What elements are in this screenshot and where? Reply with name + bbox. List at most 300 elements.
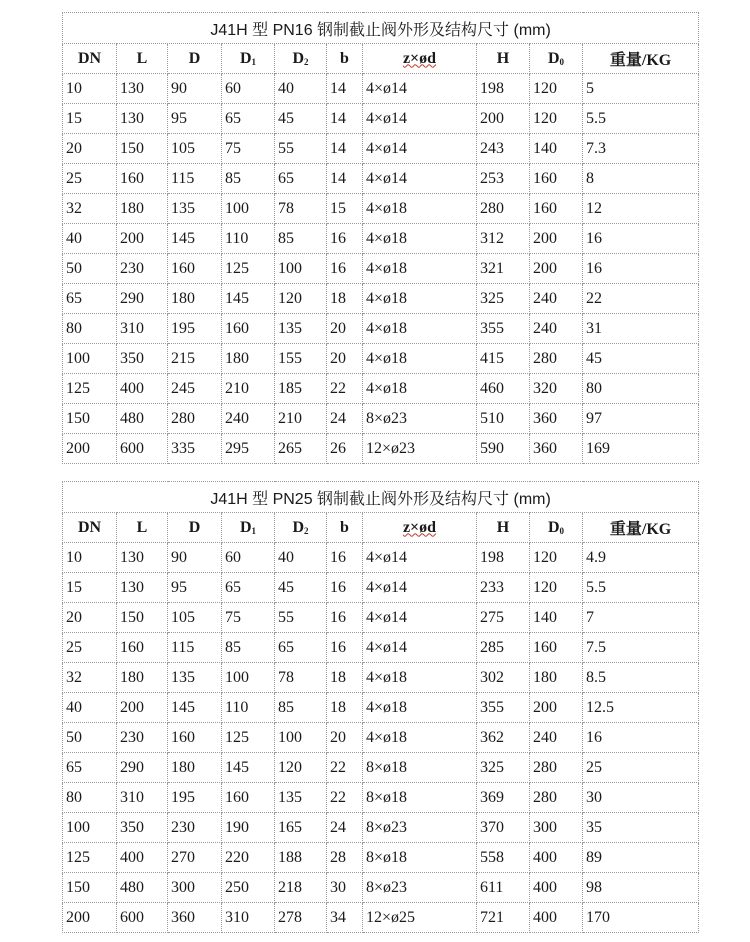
cell-d2: 135 (275, 314, 327, 344)
cell-l: 130 (117, 74, 168, 104)
cell-d2: 265 (275, 434, 327, 464)
cell-b: 28 (327, 843, 363, 873)
cell-h: 362 (477, 723, 530, 753)
cell-l: 150 (117, 134, 168, 164)
cell-d0: 120 (530, 104, 583, 134)
cell-d0: 200 (530, 224, 583, 254)
cell-weight: 169 (583, 434, 699, 464)
cell-bolt-holes: 12×ø23 (363, 434, 477, 464)
cell-d2: 65 (275, 633, 327, 663)
cell-d: 245 (168, 374, 222, 404)
cell-d0: 280 (530, 753, 583, 783)
table-row (63, 603, 699, 633)
cell-d2: 85 (275, 693, 327, 723)
cell-bolt-holes: 4×ø14 (363, 74, 477, 104)
cell-bolt-holes: 4×ø18 (363, 314, 477, 344)
cell-dn: 100 (63, 813, 117, 843)
cell-d0: 140 (530, 134, 583, 164)
pn16-table-container (62, 12, 698, 464)
header-d: D (168, 513, 222, 543)
cell-d2: 120 (275, 284, 327, 314)
cell-l: 160 (117, 633, 168, 663)
cell-d0: 240 (530, 314, 583, 344)
table-row (63, 434, 699, 464)
table-row (63, 404, 699, 434)
cell-d: 280 (168, 404, 222, 434)
cell-b: 22 (327, 783, 363, 813)
header-b: b (327, 44, 363, 74)
cell-d1: 75 (222, 134, 275, 164)
cell-d1: 110 (222, 693, 275, 723)
cell-b: 20 (327, 314, 363, 344)
cell-bolt-holes: 8×ø23 (363, 813, 477, 843)
cell-dn: 25 (63, 633, 117, 663)
cell-weight: 12 (583, 194, 699, 224)
cell-h: 302 (477, 663, 530, 693)
cell-d: 145 (168, 224, 222, 254)
cell-d2: 188 (275, 843, 327, 873)
cell-d2: 55 (275, 603, 327, 633)
cell-l: 230 (117, 254, 168, 284)
table-row (63, 813, 699, 843)
cell-weight: 22 (583, 284, 699, 314)
cell-weight: 7.3 (583, 134, 699, 164)
cell-d1: 180 (222, 344, 275, 374)
cell-h: 321 (477, 254, 530, 284)
cell-dn: 200 (63, 903, 117, 933)
cell-h: 200 (477, 104, 530, 134)
cell-d: 115 (168, 164, 222, 194)
cell-b: 14 (327, 164, 363, 194)
cell-d1: 125 (222, 723, 275, 753)
cell-d2: 85 (275, 224, 327, 254)
cell-d2: 210 (275, 404, 327, 434)
pn16-dimension-table (62, 12, 699, 464)
table-row (63, 74, 699, 104)
table-row (63, 374, 699, 404)
table-row (63, 543, 699, 573)
cell-l: 150 (117, 603, 168, 633)
header-bolt-holes (363, 513, 477, 543)
cell-b: 24 (327, 813, 363, 843)
cell-h: 558 (477, 843, 530, 873)
header-d1-sub: 1 (251, 56, 257, 67)
cell-d0: 280 (530, 783, 583, 813)
header-d2-main: D (292, 518, 305, 536)
cell-dn: 40 (63, 224, 117, 254)
cell-d0: 240 (530, 723, 583, 753)
cell-h: 233 (477, 573, 530, 603)
cell-l: 180 (117, 663, 168, 693)
cell-d0: 200 (530, 254, 583, 284)
header-d0-main: D (547, 49, 560, 67)
cell-d1: 100 (222, 663, 275, 693)
header-dn: DN (63, 44, 117, 74)
cell-b: 22 (327, 374, 363, 404)
table-row (63, 723, 699, 753)
cell-l: 310 (117, 314, 168, 344)
header-d2-sub: 2 (304, 56, 309, 67)
cell-d: 95 (168, 104, 222, 134)
cell-bolt-holes: 8×ø23 (363, 873, 477, 903)
cell-b: 15 (327, 194, 363, 224)
cell-b: 14 (327, 104, 363, 134)
cell-weight: 5 (583, 74, 699, 104)
cell-weight: 80 (583, 374, 699, 404)
cell-weight: 16 (583, 723, 699, 753)
cell-dn: 20 (63, 603, 117, 633)
cell-d2: 185 (275, 374, 327, 404)
cell-d0: 120 (530, 543, 583, 573)
cell-dn: 15 (63, 573, 117, 603)
cell-l: 290 (117, 753, 168, 783)
cell-bolt-holes: 8×ø18 (363, 783, 477, 813)
cell-dn: 20 (63, 134, 117, 164)
cell-d1: 110 (222, 224, 275, 254)
cell-l: 350 (117, 813, 168, 843)
header-d0-sub: 0 (559, 525, 565, 536)
header-d1 (222, 44, 275, 74)
cell-h: 721 (477, 903, 530, 933)
cell-l: 350 (117, 344, 168, 374)
cell-b: 16 (327, 254, 363, 284)
pn25-table-container (62, 481, 698, 933)
cell-b: 20 (327, 723, 363, 753)
cell-h: 415 (477, 344, 530, 374)
table-row (63, 224, 699, 254)
cell-h: 325 (477, 284, 530, 314)
cell-d: 115 (168, 633, 222, 663)
cell-d: 160 (168, 723, 222, 753)
cell-dn: 50 (63, 723, 117, 753)
table-row (63, 164, 699, 194)
cell-d1: 65 (222, 104, 275, 134)
pn25-table-body (63, 543, 699, 933)
table-row (63, 104, 699, 134)
cell-b: 22 (327, 753, 363, 783)
cell-dn: 25 (63, 164, 117, 194)
cell-h: 243 (477, 134, 530, 164)
cell-d1: 85 (222, 633, 275, 663)
cell-d2: 40 (275, 74, 327, 104)
cell-l: 230 (117, 723, 168, 753)
header-d0 (530, 44, 583, 74)
cell-dn: 32 (63, 194, 117, 224)
table-row (63, 753, 699, 783)
cell-d0: 280 (530, 344, 583, 374)
pn25-dimension-table (62, 481, 699, 933)
cell-d: 145 (168, 693, 222, 723)
cell-b: 24 (327, 404, 363, 434)
cell-d: 360 (168, 903, 222, 933)
cell-d1: 100 (222, 194, 275, 224)
cell-d: 180 (168, 753, 222, 783)
cell-d1: 220 (222, 843, 275, 873)
header-row (63, 44, 699, 74)
cell-d: 90 (168, 74, 222, 104)
cell-l: 130 (117, 573, 168, 603)
cell-d1: 240 (222, 404, 275, 434)
header-d2 (275, 513, 327, 543)
cell-d0: 400 (530, 843, 583, 873)
table-title: J41H 型 PN25 钢制截止阀外形及结构尺寸 (mm) (63, 482, 699, 513)
cell-dn: 125 (63, 843, 117, 873)
cell-d2: 165 (275, 813, 327, 843)
cell-d1: 145 (222, 753, 275, 783)
cell-weight: 8 (583, 164, 699, 194)
cell-d1: 85 (222, 164, 275, 194)
cell-dn: 10 (63, 74, 117, 104)
cell-weight: 97 (583, 404, 699, 434)
cell-weight: 89 (583, 843, 699, 873)
cell-d0: 360 (530, 404, 583, 434)
cell-d: 105 (168, 134, 222, 164)
cell-weight: 16 (583, 224, 699, 254)
header-bolt-holes-label: z×ød (402, 49, 437, 67)
cell-h: 275 (477, 603, 530, 633)
cell-dn: 150 (63, 873, 117, 903)
cell-bolt-holes: 4×ø18 (363, 723, 477, 753)
cell-weight: 5.5 (583, 573, 699, 603)
cell-d1: 190 (222, 813, 275, 843)
header-d1-main: D (239, 518, 252, 536)
cell-h: 369 (477, 783, 530, 813)
table-row (63, 134, 699, 164)
cell-d1: 145 (222, 284, 275, 314)
table-row (63, 693, 699, 723)
cell-d2: 155 (275, 344, 327, 374)
cell-h: 460 (477, 374, 530, 404)
cell-d2: 40 (275, 543, 327, 573)
cell-weight: 7 (583, 603, 699, 633)
table-row (63, 843, 699, 873)
cell-dn: 125 (63, 374, 117, 404)
cell-weight: 35 (583, 813, 699, 843)
cell-d: 135 (168, 663, 222, 693)
cell-bolt-holes: 4×ø14 (363, 134, 477, 164)
table-row (63, 903, 699, 933)
header-weight: 重量/KG (583, 44, 699, 74)
cell-b: 18 (327, 693, 363, 723)
header-d1-sub: 1 (251, 525, 257, 536)
cell-d1: 60 (222, 543, 275, 573)
cell-d1: 65 (222, 573, 275, 603)
cell-bolt-holes: 8×ø18 (363, 843, 477, 873)
cell-l: 310 (117, 783, 168, 813)
cell-d0: 400 (530, 873, 583, 903)
cell-d0: 160 (530, 633, 583, 663)
cell-dn: 10 (63, 543, 117, 573)
cell-d0: 400 (530, 903, 583, 933)
cell-weight: 5.5 (583, 104, 699, 134)
header-d2-main: D (292, 49, 305, 67)
cell-d2: 100 (275, 723, 327, 753)
cell-d1: 310 (222, 903, 275, 933)
cell-l: 130 (117, 104, 168, 134)
table-row (63, 284, 699, 314)
cell-l: 130 (117, 543, 168, 573)
cell-d0: 160 (530, 164, 583, 194)
cell-h: 198 (477, 74, 530, 104)
table-row (63, 194, 699, 224)
cell-weight: 98 (583, 873, 699, 903)
cell-dn: 100 (63, 344, 117, 374)
cell-h: 325 (477, 753, 530, 783)
header-weight: 重量/KG (583, 513, 699, 543)
cell-h: 510 (477, 404, 530, 434)
cell-h: 312 (477, 224, 530, 254)
cell-weight: 7.5 (583, 633, 699, 663)
table-row (63, 573, 699, 603)
header-h: H (477, 513, 530, 543)
cell-weight: 30 (583, 783, 699, 813)
cell-l: 160 (117, 164, 168, 194)
cell-d: 300 (168, 873, 222, 903)
cell-h: 370 (477, 813, 530, 843)
cell-l: 480 (117, 873, 168, 903)
cell-d: 270 (168, 843, 222, 873)
cell-h: 285 (477, 633, 530, 663)
cell-bolt-holes: 4×ø18 (363, 663, 477, 693)
cell-h: 355 (477, 693, 530, 723)
cell-h: 590 (477, 434, 530, 464)
header-bolt-holes (363, 44, 477, 74)
header-b: b (327, 513, 363, 543)
cell-d: 195 (168, 783, 222, 813)
cell-b: 16 (327, 603, 363, 633)
pn16-table-body (63, 74, 699, 464)
cell-h: 280 (477, 194, 530, 224)
cell-d2: 78 (275, 663, 327, 693)
cell-bolt-holes: 4×ø14 (363, 633, 477, 663)
cell-d: 95 (168, 573, 222, 603)
cell-dn: 15 (63, 104, 117, 134)
table-row (63, 663, 699, 693)
cell-l: 180 (117, 194, 168, 224)
cell-l: 600 (117, 903, 168, 933)
cell-d0: 180 (530, 663, 583, 693)
cell-weight: 25 (583, 753, 699, 783)
cell-d1: 60 (222, 74, 275, 104)
cell-d: 105 (168, 603, 222, 633)
cell-weight: 31 (583, 314, 699, 344)
cell-dn: 80 (63, 314, 117, 344)
table-row (63, 314, 699, 344)
cell-d0: 360 (530, 434, 583, 464)
cell-d1: 160 (222, 314, 275, 344)
header-d0-sub: 0 (559, 56, 565, 67)
header-d1 (222, 513, 275, 543)
header-h: H (477, 44, 530, 74)
cell-b: 18 (327, 284, 363, 314)
cell-l: 480 (117, 404, 168, 434)
cell-d1: 295 (222, 434, 275, 464)
cell-weight: 170 (583, 903, 699, 933)
header-d1-main: D (239, 49, 252, 67)
header-d2-sub: 2 (304, 525, 309, 536)
cell-l: 200 (117, 693, 168, 723)
cell-l: 290 (117, 284, 168, 314)
cell-b: 16 (327, 543, 363, 573)
cell-bolt-holes: 4×ø18 (363, 344, 477, 374)
cell-bolt-holes: 4×ø14 (363, 573, 477, 603)
cell-bolt-holes: 4×ø18 (363, 374, 477, 404)
cell-d2: 65 (275, 164, 327, 194)
header-d0-main: D (547, 518, 560, 536)
cell-d: 180 (168, 284, 222, 314)
table-title: J41H 型 PN16 钢制截止阀外形及结构尺寸 (mm) (63, 13, 699, 44)
cell-bolt-holes: 4×ø18 (363, 194, 477, 224)
cell-b: 14 (327, 134, 363, 164)
cell-dn: 65 (63, 284, 117, 314)
cell-d2: 55 (275, 134, 327, 164)
cell-b: 18 (327, 663, 363, 693)
cell-d0: 240 (530, 284, 583, 314)
cell-b: 34 (327, 903, 363, 933)
cell-d0: 200 (530, 693, 583, 723)
cell-d: 135 (168, 194, 222, 224)
header-d: D (168, 44, 222, 74)
cell-d: 215 (168, 344, 222, 374)
header-bolt-holes-label: z×ød (402, 518, 437, 536)
cell-d2: 278 (275, 903, 327, 933)
cell-l: 400 (117, 843, 168, 873)
cell-l: 600 (117, 434, 168, 464)
cell-d0: 120 (530, 74, 583, 104)
cell-h: 355 (477, 314, 530, 344)
cell-dn: 50 (63, 254, 117, 284)
cell-dn: 150 (63, 404, 117, 434)
cell-weight: 8.5 (583, 663, 699, 693)
cell-bolt-holes: 8×ø23 (363, 404, 477, 434)
header-row (63, 513, 699, 543)
header-d2 (275, 44, 327, 74)
cell-dn: 200 (63, 434, 117, 464)
cell-l: 400 (117, 374, 168, 404)
cell-d: 160 (168, 254, 222, 284)
cell-d0: 300 (530, 813, 583, 843)
header-d0 (530, 513, 583, 543)
cell-bolt-holes: 12×ø25 (363, 903, 477, 933)
cell-d2: 100 (275, 254, 327, 284)
cell-b: 14 (327, 74, 363, 104)
cell-l: 200 (117, 224, 168, 254)
cell-bolt-holes: 4×ø14 (363, 543, 477, 573)
cell-d2: 218 (275, 873, 327, 903)
cell-d2: 45 (275, 573, 327, 603)
table-row (63, 254, 699, 284)
cell-weight: 45 (583, 344, 699, 374)
cell-d0: 320 (530, 374, 583, 404)
cell-dn: 40 (63, 693, 117, 723)
cell-bolt-holes: 4×ø14 (363, 104, 477, 134)
cell-d0: 120 (530, 573, 583, 603)
cell-d1: 125 (222, 254, 275, 284)
cell-b: 16 (327, 573, 363, 603)
cell-d1: 160 (222, 783, 275, 813)
cell-b: 16 (327, 633, 363, 663)
cell-bolt-holes: 4×ø14 (363, 603, 477, 633)
cell-weight: 12.5 (583, 693, 699, 723)
cell-d1: 210 (222, 374, 275, 404)
cell-h: 198 (477, 543, 530, 573)
table-row (63, 633, 699, 663)
table-row (63, 344, 699, 374)
cell-d2: 45 (275, 104, 327, 134)
cell-h: 611 (477, 873, 530, 903)
cell-bolt-holes: 8×ø18 (363, 753, 477, 783)
cell-d1: 75 (222, 603, 275, 633)
